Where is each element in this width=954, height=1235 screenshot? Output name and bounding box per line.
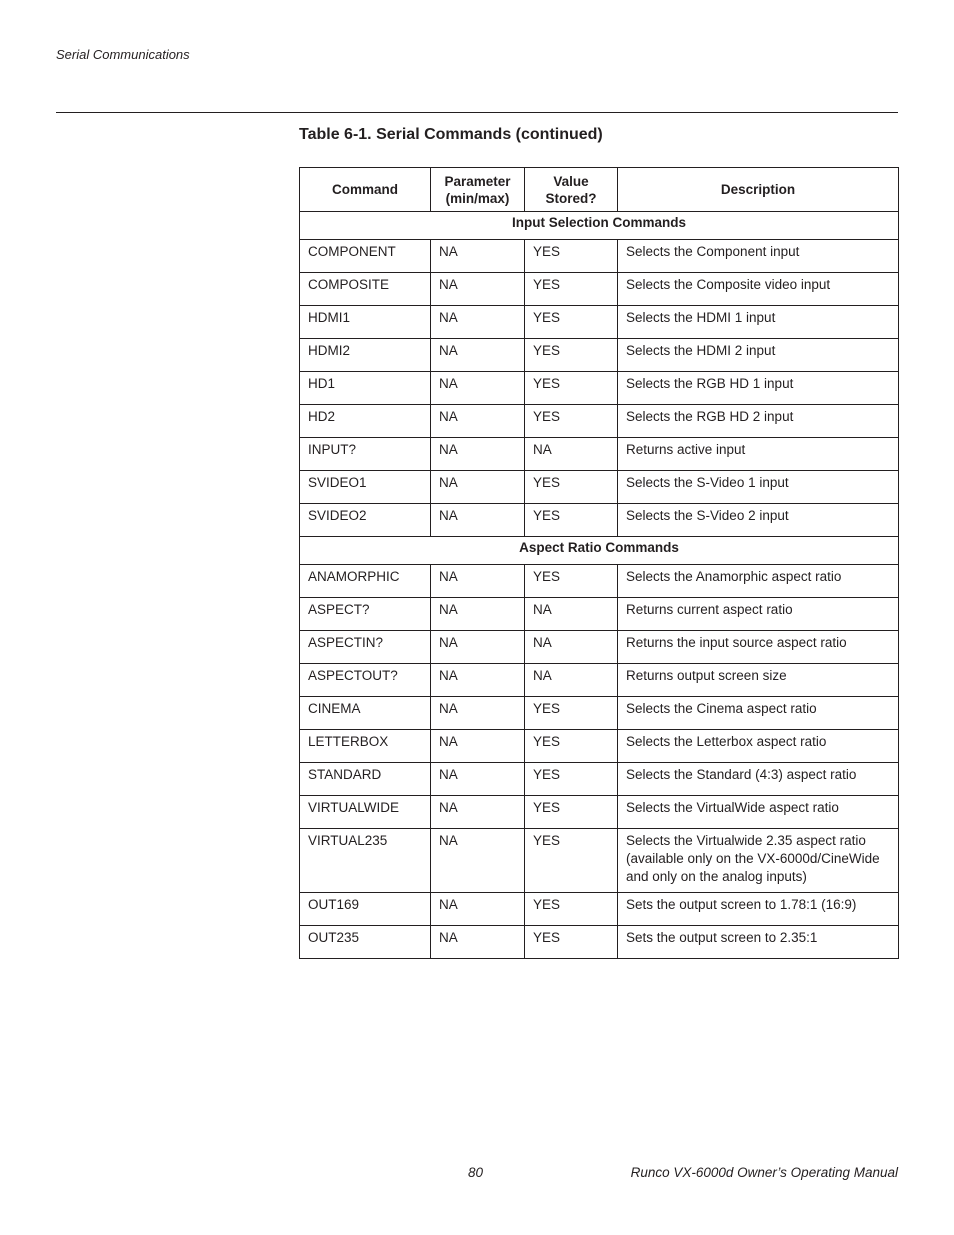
cell-value-stored: YES — [525, 471, 618, 504]
table-row — [300, 893, 899, 926]
value-header-line2: Stored? — [545, 190, 597, 206]
table-header-row — [300, 168, 899, 212]
cell-value-stored: YES — [525, 504, 618, 537]
cell-description: Returns the input source aspect ratio — [618, 631, 899, 664]
header-rule — [56, 112, 898, 113]
table-row — [300, 339, 899, 372]
cell-description: Selects the Anamorphic aspect ratio — [618, 565, 899, 598]
value-header-line1: Value — [553, 173, 589, 189]
cell-parameter: NA — [431, 372, 525, 405]
table-row — [300, 763, 899, 796]
table-row — [300, 240, 899, 273]
cell-parameter: NA — [431, 829, 525, 893]
cell-parameter: NA — [431, 306, 525, 339]
table-row — [300, 565, 899, 598]
cell-value-stored: YES — [525, 796, 618, 829]
table-row — [300, 926, 899, 959]
cell-description: Selects the Standard (4:3) aspect ratio — [618, 763, 899, 796]
cell-value-stored: YES — [525, 405, 618, 438]
table-row — [300, 796, 899, 829]
cell-parameter: NA — [431, 631, 525, 664]
column-header-value-stored — [525, 168, 618, 212]
table-row — [300, 438, 899, 471]
cell-description: Sets the output screen to 1.78:1 (16:9) — [618, 893, 899, 926]
cell-parameter: NA — [431, 598, 525, 631]
cell-description: Selects the Composite video input — [618, 273, 899, 306]
table-row — [300, 306, 899, 339]
column-header-command: Command — [300, 168, 431, 212]
table-row — [300, 504, 899, 537]
cell-command: OUT235 — [300, 926, 431, 959]
cell-value-stored: YES — [525, 565, 618, 598]
cell-value-stored: YES — [525, 306, 618, 339]
cell-description: Selects the S-Video 2 input — [618, 504, 899, 537]
cell-command: SVIDEO2 — [300, 504, 431, 537]
cell-parameter: NA — [431, 565, 525, 598]
section-row-input — [300, 212, 899, 240]
table-title: Table 6-1. Serial Commands (continued) — [299, 126, 603, 143]
cell-description: Selects the RGB HD 1 input — [618, 372, 899, 405]
cell-value-stored: YES — [525, 730, 618, 763]
cell-description: Selects the Cinema aspect ratio — [618, 697, 899, 730]
cell-parameter: NA — [431, 893, 525, 926]
cell-parameter: NA — [431, 273, 525, 306]
serial-commands-table — [299, 167, 899, 959]
cell-parameter: NA — [431, 730, 525, 763]
table-row — [300, 730, 899, 763]
section-row-aspect — [300, 537, 899, 565]
cell-command: ASPECTIN? — [300, 631, 431, 664]
cell-description: Returns current aspect ratio — [618, 598, 899, 631]
cell-description: Selects the Virtualwide 2.35 aspect ratio (available only on the VX-6000d/CineWide and only on the analog inputs) — [618, 829, 899, 893]
cell-value-stored: YES — [525, 697, 618, 730]
running-head: Serial Communications — [56, 47, 190, 62]
cell-description: Returns output screen size — [618, 664, 899, 697]
table-row — [300, 697, 899, 730]
cell-command: ASPECTOUT? — [300, 664, 431, 697]
cell-command: INPUT? — [300, 438, 431, 471]
cell-command: LETTERBOX — [300, 730, 431, 763]
cell-command: SVIDEO1 — [300, 471, 431, 504]
cell-value-stored: YES — [525, 926, 618, 959]
cell-value-stored: YES — [525, 240, 618, 273]
cell-parameter: NA — [431, 796, 525, 829]
cell-parameter: NA — [431, 763, 525, 796]
cell-description: Selects the HDMI 1 input — [618, 306, 899, 339]
column-header-description: Description — [618, 168, 899, 212]
table-row — [300, 405, 899, 438]
cell-command: HD1 — [300, 372, 431, 405]
cell-parameter: NA — [431, 240, 525, 273]
page-number: 80 — [468, 1165, 484, 1180]
cell-parameter: NA — [431, 339, 525, 372]
cell-value-stored: YES — [525, 829, 618, 893]
cell-command: HDMI2 — [300, 339, 431, 372]
cell-parameter: NA — [431, 405, 525, 438]
cell-command: VIRTUAL235 — [300, 829, 431, 893]
cell-parameter: NA — [431, 504, 525, 537]
table-row — [300, 273, 899, 306]
column-header-parameter — [431, 168, 525, 212]
cell-command: VIRTUALWIDE — [300, 796, 431, 829]
cell-value-stored: NA — [525, 631, 618, 664]
cell-command: CINEMA — [300, 697, 431, 730]
cell-value-stored: YES — [525, 339, 618, 372]
cell-command: STANDARD — [300, 763, 431, 796]
cell-description: Selects the RGB HD 2 input — [618, 405, 899, 438]
table-row — [300, 829, 899, 893]
cell-command: ANAMORPHIC — [300, 565, 431, 598]
table-row — [300, 631, 899, 664]
cell-value-stored: YES — [525, 763, 618, 796]
cell-command: OUT169 — [300, 893, 431, 926]
table-row — [300, 372, 899, 405]
table-row — [300, 598, 899, 631]
cell-value-stored: NA — [525, 598, 618, 631]
cell-command: ASPECT? — [300, 598, 431, 631]
cell-command: COMPONENT — [300, 240, 431, 273]
cell-description: Selects the HDMI 2 input — [618, 339, 899, 372]
cell-parameter: NA — [431, 697, 525, 730]
cell-value-stored: NA — [525, 438, 618, 471]
cell-description: Selects the Component input — [618, 240, 899, 273]
cell-description: Selects the Letterbox aspect ratio — [618, 730, 899, 763]
cell-parameter: NA — [431, 664, 525, 697]
cell-parameter: NA — [431, 471, 525, 504]
table-row — [300, 471, 899, 504]
cell-description: Selects the VirtualWide aspect ratio — [618, 796, 899, 829]
cell-value-stored: NA — [525, 664, 618, 697]
parameter-header-line1: Parameter — [444, 173, 511, 189]
cell-command: HD2 — [300, 405, 431, 438]
cell-parameter: NA — [431, 438, 525, 471]
cell-parameter: NA — [431, 926, 525, 959]
cell-description: Selects the S-Video 1 input — [618, 471, 899, 504]
cell-value-stored: YES — [525, 372, 618, 405]
cell-command: COMPOSITE — [300, 273, 431, 306]
table-row — [300, 664, 899, 697]
parameter-header-line2: (min/max) — [445, 190, 510, 206]
manual-title: Runco VX-6000d Owner’s Operating Manual — [630, 1165, 898, 1180]
cell-value-stored: YES — [525, 273, 618, 306]
section-title-input: Input Selection Commands — [300, 212, 899, 240]
cell-command: HDMI1 — [300, 306, 431, 339]
cell-description: Sets the output screen to 2.35:1 — [618, 926, 899, 959]
cell-value-stored: YES — [525, 893, 618, 926]
cell-description: Returns active input — [618, 438, 899, 471]
section-title-aspect: Aspect Ratio Commands — [300, 537, 899, 565]
